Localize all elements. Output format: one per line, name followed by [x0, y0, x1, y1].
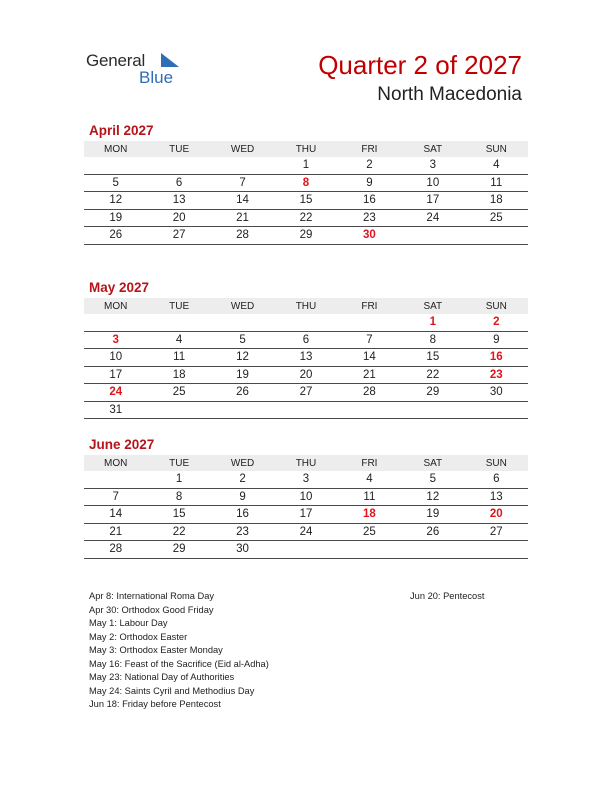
weekday-header: MON	[84, 298, 147, 314]
day-cell: 7	[211, 174, 274, 192]
empty-day-cell	[401, 401, 464, 419]
day-cell: 30	[338, 227, 401, 245]
day-cell: 10	[401, 174, 464, 192]
weekday-header: WED	[211, 455, 274, 471]
holiday-item: May 3: Orthodox Easter Monday	[89, 645, 223, 655]
day-cell: 1	[147, 471, 210, 488]
day-cell: 6	[274, 331, 337, 349]
weekday-header: FRI	[338, 298, 401, 314]
day-cell: 1	[401, 314, 464, 331]
empty-day-cell	[84, 314, 147, 331]
day-cell: 28	[338, 384, 401, 402]
day-cell: 24	[274, 523, 337, 541]
day-cell: 14	[211, 192, 274, 210]
day-cell: 25	[147, 384, 210, 402]
weekday-header: TUE	[147, 455, 210, 471]
day-cell: 15	[147, 506, 210, 524]
week-row	[84, 331, 528, 349]
day-cell: 26	[211, 384, 274, 402]
day-cell: 1	[274, 157, 337, 174]
day-cell: 5	[211, 331, 274, 349]
weekday-header: THU	[274, 455, 337, 471]
day-cell: 17	[401, 192, 464, 210]
logo-text-blue: Blue	[139, 68, 174, 87]
day-cell: 3	[274, 471, 337, 488]
day-cell: 19	[84, 209, 147, 227]
day-cell: 12	[84, 192, 147, 210]
day-cell: 4	[147, 331, 210, 349]
weekday-header: SUN	[465, 298, 528, 314]
week-row	[84, 471, 528, 488]
empty-day-cell	[147, 401, 210, 419]
day-cell: 26	[84, 227, 147, 245]
day-cell: 23	[465, 366, 528, 384]
day-cell: 21	[211, 209, 274, 227]
day-cell: 2	[211, 471, 274, 488]
weekday-header-row	[84, 455, 528, 471]
day-cell: 27	[465, 523, 528, 541]
day-cell: 13	[274, 349, 337, 367]
weekday-header: FRI	[338, 141, 401, 157]
day-cell: 14	[84, 506, 147, 524]
weekday-header: SAT	[401, 141, 464, 157]
day-cell: 25	[338, 523, 401, 541]
empty-day-cell	[274, 314, 337, 331]
empty-day-cell	[465, 541, 528, 559]
day-cell: 11	[338, 488, 401, 506]
day-cell: 12	[211, 349, 274, 367]
day-cell: 28	[84, 541, 147, 559]
weekday-header: SUN	[465, 141, 528, 157]
day-cell: 16	[338, 192, 401, 210]
month-calendar-april	[84, 122, 528, 245]
week-row	[84, 174, 528, 192]
day-cell: 5	[401, 471, 464, 488]
week-row	[84, 157, 528, 174]
holiday-item: May 2: Orthodox Easter	[89, 631, 188, 642]
holiday-item: May 16: Feast of the Sacrifice (Eid al-Adha)	[89, 658, 269, 669]
holiday-item: May 1: Labour Day	[89, 618, 168, 628]
week-row	[84, 488, 528, 506]
day-cell: 9	[338, 174, 401, 192]
weekday-header-row	[84, 141, 528, 157]
day-cell: 7	[84, 488, 147, 506]
day-cell: 30	[211, 541, 274, 559]
day-cell: 9	[211, 488, 274, 506]
day-cell: 16	[211, 506, 274, 524]
day-cell: 18	[465, 192, 528, 210]
empty-day-cell	[211, 401, 274, 419]
day-cell: 8	[274, 174, 337, 192]
day-cell: 12	[401, 488, 464, 506]
empty-day-cell	[211, 314, 274, 331]
empty-day-cell	[147, 314, 210, 331]
day-cell: 8	[147, 488, 210, 506]
weekday-header: SUN	[465, 455, 528, 471]
weekday-header: TUE	[147, 298, 210, 314]
day-cell: 24	[401, 209, 464, 227]
day-cell: 29	[147, 541, 210, 559]
day-cell: 24	[84, 384, 147, 402]
holiday-list-right	[410, 590, 484, 604]
week-row	[84, 523, 528, 541]
empty-day-cell	[338, 314, 401, 331]
week-row	[84, 349, 528, 367]
empty-day-cell	[147, 157, 210, 174]
empty-day-cell	[84, 157, 147, 174]
day-cell: 19	[211, 366, 274, 384]
week-row	[84, 541, 528, 559]
empty-day-cell	[401, 541, 464, 559]
day-cell: 2	[465, 314, 528, 331]
day-cell: 20	[147, 209, 210, 227]
month-calendar-june	[84, 436, 528, 559]
week-row	[84, 401, 528, 419]
weekday-header: MON	[84, 455, 147, 471]
logo-text-general: General	[86, 51, 146, 70]
day-cell: 7	[338, 331, 401, 349]
empty-day-cell	[274, 541, 337, 559]
week-row	[84, 209, 528, 227]
empty-day-cell	[338, 541, 401, 559]
day-cell: 18	[338, 506, 401, 524]
day-cell: 15	[401, 349, 464, 367]
day-cell: 22	[274, 209, 337, 227]
day-cell: 28	[211, 227, 274, 245]
day-cell: 3	[401, 157, 464, 174]
week-row	[84, 192, 528, 210]
empty-day-cell	[401, 227, 464, 245]
day-cell: 13	[465, 488, 528, 506]
holiday-item: May 24: Saints Cyril and Methodius Day	[89, 685, 255, 696]
holiday-item: Apr 8: International Roma Day	[89, 591, 215, 601]
day-cell: 4	[465, 157, 528, 174]
calendar-grid	[84, 298, 528, 419]
day-cell: 27	[274, 384, 337, 402]
month-title: April 2027	[89, 123, 154, 138]
month-calendar-may	[84, 279, 528, 419]
day-cell: 4	[338, 471, 401, 488]
weekday-header: FRI	[338, 455, 401, 471]
calendar-grid	[84, 141, 528, 245]
day-cell: 21	[338, 366, 401, 384]
day-cell: 29	[401, 384, 464, 402]
day-cell: 20	[465, 506, 528, 524]
day-cell: 9	[465, 331, 528, 349]
empty-day-cell	[84, 471, 147, 488]
month-title: June 2027	[89, 437, 155, 452]
day-cell: 13	[147, 192, 210, 210]
weekday-header: THU	[274, 141, 337, 157]
country-name: North Macedonia	[377, 84, 522, 105]
day-cell: 31	[84, 401, 147, 419]
week-row	[84, 384, 528, 402]
day-cell: 17	[84, 366, 147, 384]
day-cell: 11	[465, 174, 528, 192]
day-cell: 8	[401, 331, 464, 349]
week-row	[84, 227, 528, 245]
weekday-header: MON	[84, 141, 147, 157]
logo	[86, 51, 196, 91]
day-cell: 3	[84, 331, 147, 349]
weekday-header-row	[84, 298, 528, 314]
day-cell: 10	[274, 488, 337, 506]
holiday-item: Jun 18: Friday before Pentecost	[89, 699, 221, 709]
weekday-header: SAT	[401, 298, 464, 314]
page-title: Quarter 2 of 2027	[318, 50, 522, 80]
empty-day-cell	[465, 401, 528, 419]
day-cell: 6	[465, 471, 528, 488]
holiday-item: May 23: National Day of Authorities	[89, 672, 235, 682]
day-cell: 5	[84, 174, 147, 192]
logo-flag-icon	[159, 53, 179, 69]
weekday-header: THU	[274, 298, 337, 314]
day-cell: 16	[465, 349, 528, 367]
day-cell: 25	[465, 209, 528, 227]
day-cell: 17	[274, 506, 337, 524]
day-cell: 22	[401, 366, 464, 384]
week-row	[84, 506, 528, 524]
holiday-item: Apr 30: Orthodox Good Friday	[89, 604, 214, 615]
day-cell: 19	[401, 506, 464, 524]
empty-day-cell	[274, 401, 337, 419]
day-cell: 15	[274, 192, 337, 210]
weekday-header: WED	[211, 298, 274, 314]
day-cell: 18	[147, 366, 210, 384]
day-cell: 10	[84, 349, 147, 367]
day-cell: 21	[84, 523, 147, 541]
month-title: May 2027	[89, 280, 150, 295]
day-cell: 26	[401, 523, 464, 541]
day-cell: 11	[147, 349, 210, 367]
day-cell: 6	[147, 174, 210, 192]
day-cell: 20	[274, 366, 337, 384]
day-cell: 27	[147, 227, 210, 245]
holiday-item: Jun 20: Pentecost	[410, 591, 485, 601]
calendar-grid	[84, 455, 528, 559]
day-cell: 30	[465, 384, 528, 402]
empty-day-cell	[465, 227, 528, 245]
empty-day-cell	[211, 157, 274, 174]
weekday-header: TUE	[147, 141, 210, 157]
week-row	[84, 366, 528, 384]
week-row	[84, 314, 528, 331]
weekday-header: SAT	[401, 455, 464, 471]
holiday-list-left	[89, 590, 269, 712]
day-cell: 2	[338, 157, 401, 174]
weekday-header: WED	[211, 141, 274, 157]
day-cell: 29	[274, 227, 337, 245]
day-cell: 14	[338, 349, 401, 367]
day-cell: 23	[338, 209, 401, 227]
empty-day-cell	[338, 401, 401, 419]
day-cell: 23	[211, 523, 274, 541]
day-cell: 22	[147, 523, 210, 541]
